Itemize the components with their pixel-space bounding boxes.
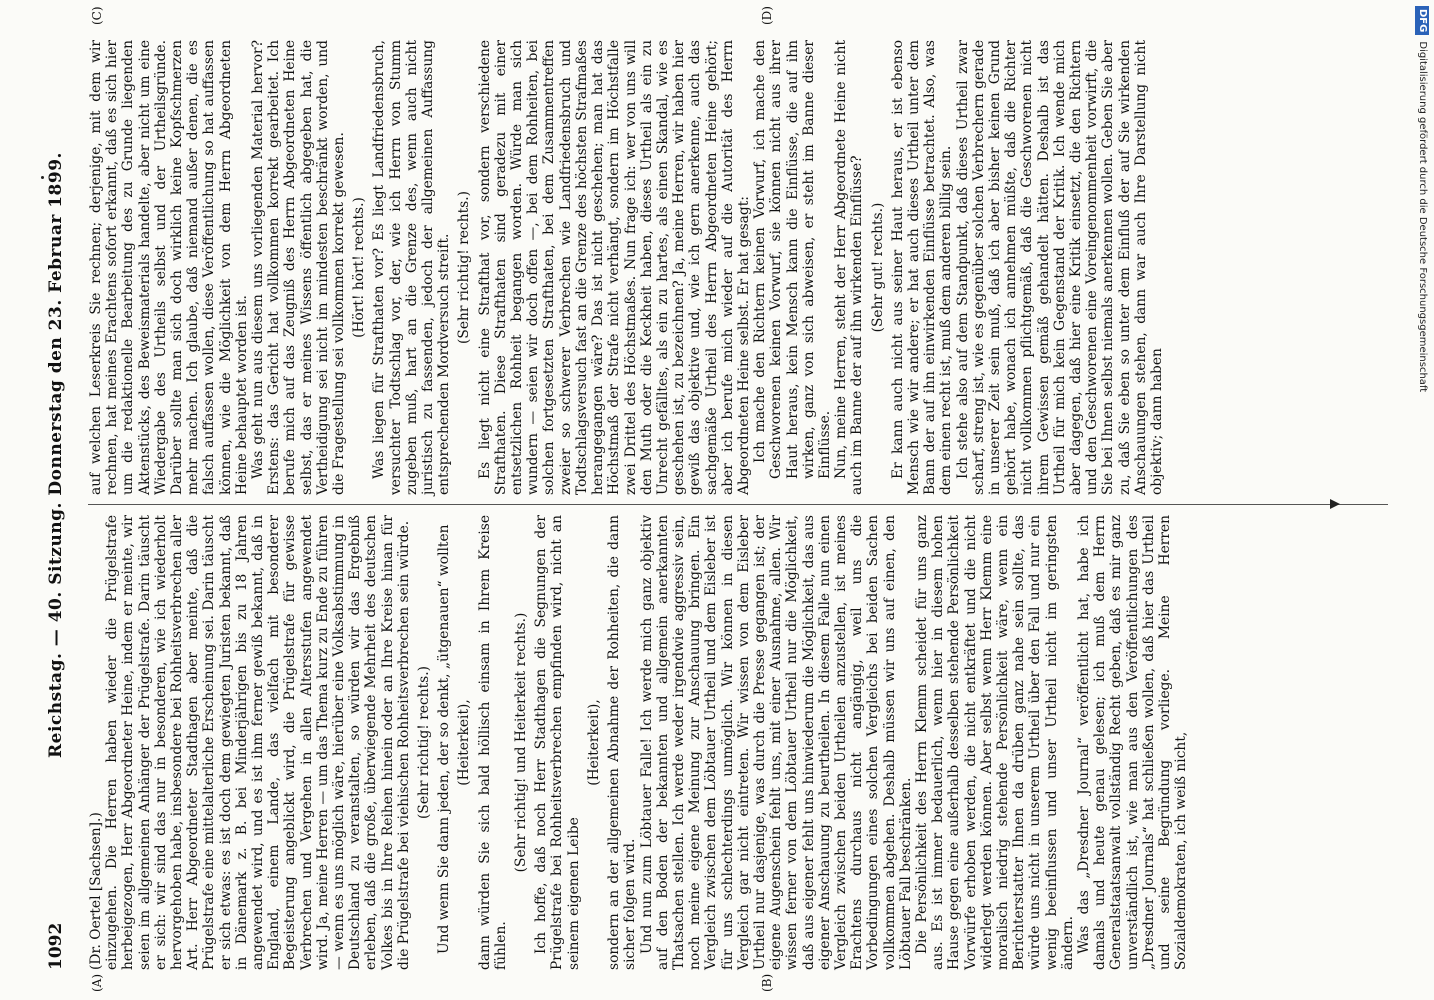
remark: (Sehr richtig! und Heiterkeit rechts.) [513,612,530,873]
left-column [88,515,1189,970]
paragraph: Und nun zum Löbtauer Falle! Ich werde mich ganz objektiv auf den Boden der bekannten und allgemein anerkannten Thatsachen stellen. Ich werde weder irgendwie aggressiv sein, noch meine eigene Meinung zur Anschauung bringen. Ein Vergleich zwischen dem Löbtauer Urtheil und dem Eisleber ist für uns schlechterdings unmöglich. Wir können in diesen Vergleich gar nicht eintreten. Wir wissen von dem Eisleber Urtheil nur dasjenige, was durch die Presse gegangen ist; der eigene Augenschein fehlt uns, mit einer Ausnahme, allen. Wir wissen ferner von dem Löbtauer Urtheil nur die Möglichkeit, daß aus eigener fehlt uns hinwiederum die Möglichkeit, das aus eigener Anschauung zu beurtheilen. In diesem Falle nun einen Vergleich zwischen beiden Urtheilen anzustellen, ist meines Erachtens durchaus nicht angängig, weil uns die Vorbedingungen eines solchen Vergleichs bei beiden Sachen vollkommen abgehen. Deshalb müssen wir uns auf einen, den Löbtauer Fall beschränken. [638,515,914,970]
page-number: 1092 [46,922,66,970]
column-divider [88,504,1388,505]
remark: (Sehr richtig! rechts.) [416,666,433,819]
remark: (Hört! hört! rechts.) [351,197,368,338]
running-title: Reichstag. — 40. Sitzung. Donnerstag den 23. Februar 1899. [46,152,66,758]
margin-marker-a: (A) [90,973,104,992]
margin-marker-d: (D) [760,6,774,25]
margin-marker-c: (C) [90,6,104,25]
right-column [88,40,1165,495]
dfg-logo: DFG [1415,6,1429,35]
paragraph: Was das „Dresdner Journal“ veröffentlicht hat, habe ich damals und heute genau gelesen; ich muß dem Herrn Generalstaatsanwalt vollständig Recht geben, daß es mir ganz unverständlich ist, wie man aus den Veröffentlichungen des „Dresdner Journals“ hat schließen wollen, daß hier das Urtheil und seine Begründung vorliege. Meine Herren Sozialdemokraten, ich weiß nicht, [1075,515,1190,970]
remark: (Heiterkeit), [585,699,602,786]
funding-note [1412,6,1432,986]
paragraph: Ich hoffe, daß noch Herr Stadthagen die Segnungen der Prügelstrafe bei Rohheitsverbrechen empfinden wird, nicht an seinem eigenen Leibe [533,515,582,970]
paragraph: Es liegt nicht eine Strafthat vor, sondern verschiedene Strafthaten. Diese Strafthaten sind geradezu mit einer entsetzlichen Rohheit begangen worden. Würde man sich wundern — seien wir doch offen —, bei dem Rohheiten, bei solchen fortgesetzten Strafthaten, bei dem Zusammentreffen zweier so schwerer Verbrechen wie Landfriedensbruch und Todtschlagsversuch fast an die Grenze des höchsten Strafmaßes herangegangen wäre? Das ist nicht geschehen; man hat das Höchstmaß der Strafe nicht verhängt, sondern im Höchstfalle zwei Drittel des Höchstmaßes. Nun frage ich: wer von uns will den Muth oder die Keckheit haben, dieses Urtheil als ein zu Unrecht gefälltes, als ein zu hartes, als einen Skandal, wie es geschehen ist, zu bezeichnen? Ja, meine Herren, wir haben hier gewiß das objektive und, wie ich gern anerkenne, auch das sachgemäße Urtheil des Herrn Abgeordneten Heine gehört; aber ich berufe mich wieder auf die Autorität des Herrn Abgeordneten Heine selbst. Er hat gesagt: [476,40,752,495]
paragraph: Was geht nun aus diesem uns vorliegenden Material hervor? Erstens: das Gericht hat vollkommen korrekt gearbeitet. Ich berufe mich auf das Zeugniß des Herrn Abgeordneten Heine selbst, das er meines Wissens öffentlich abgegeben hat, die Vertheidigung sei nicht im mindesten beschränkt worden, und die Fragestellung sei vollkommen korrekt gewesen. [250,40,348,495]
remark: (Sehr gut! rechts.) [869,202,886,333]
block-quote: Ich mache den Richtern keinen Vorwurf, ich mache den Geschworenen keinen Vorwurf, sie können nicht aus ihrer Haut heraus, kein Mensch kann die Einflüsse, die auf ihn wirken, ganz von sich abweisen, er steht im Banne dieser Einflüsse. [752,40,833,479]
paragraph: Was liegen für Strafthaten vor? Es liegt Landfriedensbruch, versuchter Todtschlag vor, der, wie ich Herrn von Stumm zugeben muß, hart an die Grenze des, wenn auch nicht juristisch zu fassenden, jedoch der allgemeinen Auffassung entsprechenden Mordversuch streift. [371,40,453,495]
paragraph: Ich stehe also auf dem Standpunkt, daß dieses Urtheil zwar scharf, streng ist, wie es gegenüber solchen Verbrechern gerade in unserer Zeit sein muß, daß ich aber bisher keinen Grund gehört habe, wonach ich annehmen müßte, daß die Richter nicht vollkommen pflichtgemäß, daß die Geschworenen nicht ihrem Gewissen gemäß gehandelt hätten. Deshalb ist das Urtheil für mich kein Gegenstand der Kritik. Ich wende mich aber dagegen, daß hier eine Kritik einsetzt, die den Richtern und den Geschworenen eine Voreingenommenheit vorwirft, die Sie bei Ihnen selbst niemals anerkennen wollen. Geben Sie aber zu, daß Sie eben so unter dem Einfluß der auf Sie wirkenden Anschauungen stehen, dann war auch Ihre Darstellung nicht objektiv; dann haben [954,40,1165,495]
remark: (Sehr richtig! rechts.) [456,191,473,344]
paragraph: auf welchen Leserkreis Sie rechnen; derjenige, mit dem wir rechnen, hat meines Erachtens sofort erkannt, daß es sich hier um die redaktionelle Bearbeitung des zu Grunde liegenden Aktenstücks, des Beweismaterials handelte, aber nicht um eine Wiedergabe des Urtheils selbst und der Urtheilsgründe. Darüber sollte man sich doch wirklich keine Kopfschmerzen mehr machen. Ich glaube, daß niemand außer denen, die es falsch auffassen wollen, diese Veröffentlichung so hat auffassen können, wie die Möglichkeit von dem Herrn Abgeordneten Heine behauptet worden ist. [88,40,250,495]
paragraph: Und wenn Sie dann jeden, der so denkt, „ütgenauen“ wollten [436,524,453,954]
remark: (Heiterkeit), [456,699,473,786]
funding-text: Digitalisierung gefördert durch die Deutsche Forschungsgemeinschaft [1417,41,1428,393]
paragraph: sondern an der allgemeinen Abnahme der Rohheiten, die dann sicher folgen wird. [606,515,639,970]
speaker-line: (Dr. Oertel [Sachsen].) [88,812,104,970]
paragraph: Er kann auch nicht aus seiner Haut heraus, er ist ebenso Mensch wie wir andere; er hat auch dieses Urtheil unter dem Bann der auf ihn einwirkenden Einflüsse betrachtet. Also, was dem einen recht ist, muß dem anderen billig sein. [889,40,955,495]
paragraph: dann würden Sie sich bald höllisch einsam in Ihrem Kreise fühlen. [476,515,509,970]
rotated-page-content [40,0,1420,1000]
page-header [40,30,74,970]
column-divider-arrow [1330,499,1340,509]
paragraph: Nun, meine Herren, steht der Herr Abgeordnete Heine nicht auch im Banne der auf ihn wirkenden Einflüsse? [833,40,866,495]
margin-marker-b: (B) [760,973,774,992]
paragraph: einzugehen. Die Herren haben wieder die Prügelstrafe herbeigezogen, Herr Abgeordneter Heine, indem er meinte, wir seien im allgemeinen Anhänger der Prügelstrafe. Darin täuscht er sich: wir sind das nur in besonderen, wie ich wiederholt hervorgehoben habe, insbesondere bei Rohheitsverbrechen aller Art. Herr Abgeordneter Stadthagen aber meinte, daß die Prügelstrafe eine mittelalterliche Erscheinung sei. Darin täuscht er sich etwas: es ist doch dem gewiegten Juristen bekannt, daß in Dänemark z. B. bei Minderjährigen bis zu 18 Jahren angewendet wird, und es ist ihm ferner gewiß bekannt, daß in England, einem Lande, das vielfach mit besonderer Begeisterung angeblickt wird, die Prügelstrafe für gewisse Verbrechen und Vergehen in allen Altersstufen angewendet wird. Ja, meine Herren — um das Thema kurz zu Ende zu führen — wenn es uns möglich wäre, hierüber eine Volksabstimmung in Deutschland zu veranstalten, so würden wir das Ergebniß erleben, daß die große, überwiegende Mehrheit des deutschen Volkes bis in Ihre Reihen hinein oder an Ihre Kreise hinan für die Prügelstrafe bei viehischen Rohheitsverbrechen sein würde. [104,515,412,970]
paragraph: Die Persönlichkeit des Herrn Klemm scheidet für uns ganz aus. Es ist immer bedauerlich, wenn hier in diesem hohen Hause gegen eine außerhalb desselben stehende Persönlichkeit Vorwürfe erhoben werden, die nicht entkräftet und die nicht widerlegt werden können. Aber selbst wenn Herr Klemm eine moralisch niedrig stehende Persönlichkeit wäre, wenn ein Berichterstatter Ihnen da drüben ganz nahe sein sollte, das würde uns nicht in unserem Urtheil über den Fall und nur ein wenig beeinflussen und unser Urtheil nicht im geringsten ändern. [913,515,1076,970]
funding-sidebar [1412,6,1432,996]
